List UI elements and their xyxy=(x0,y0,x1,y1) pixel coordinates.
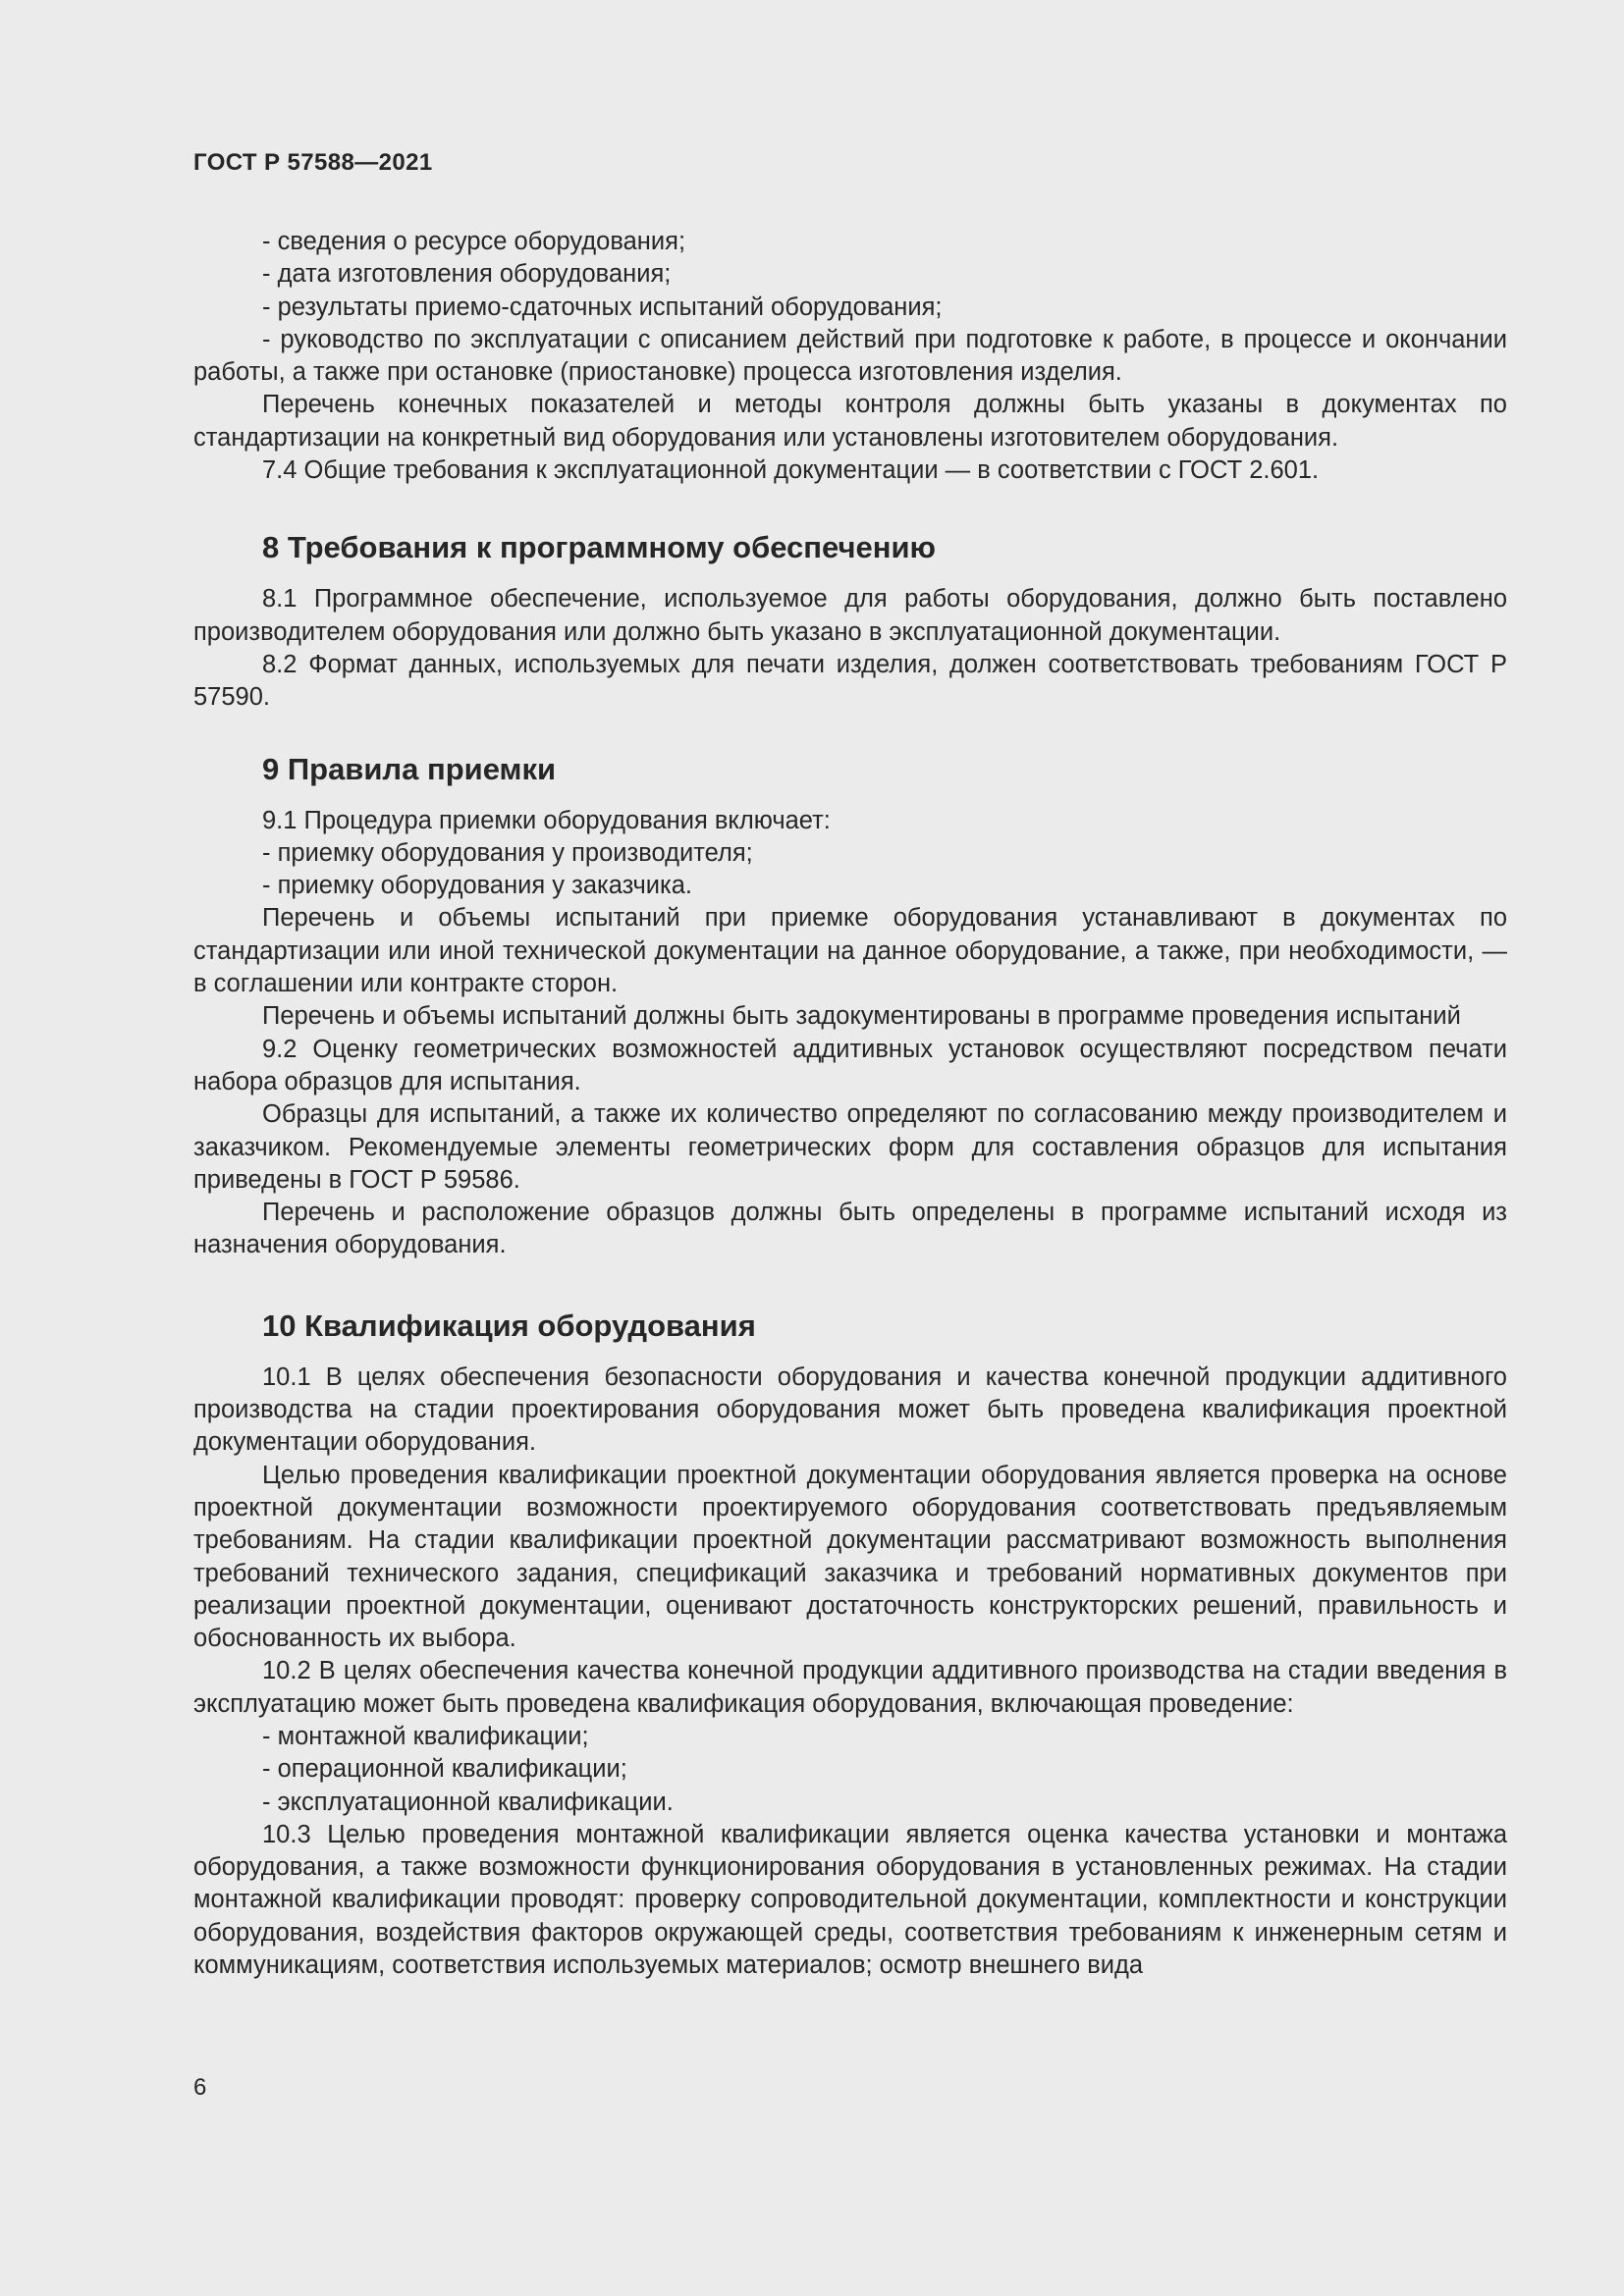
list-item: - эксплуатационной квалификации. xyxy=(262,1788,674,1816)
list-item: - результаты приемо-сдаточных испытаний оборудования; xyxy=(262,293,943,321)
paragraph: 10.3 Целью проведения монтажной квалификации является оценка качества установки и монтажа оборудования, а также возможности функционирования оборудования в установленных режимах. На стадии монтажной квалификации проводят: проверку сопроводительной документации, комплектности и конструкции оборудования, воздействия факторов окружающей среды, соответствия требованиям к инженерным сетям и коммуникациям, соответствия используемых материалов; осмотр внешнего вида xyxy=(193,1820,1507,1980)
list-item: - сведения о ресурсе оборудования; xyxy=(262,228,686,255)
paragraph: 10.2 В целях обеспечения качества конечной продукции аддитивного производства на стадии введения в эксплуатацию может быть проведена квалификация оборудования, включающая проведение: xyxy=(193,1657,1507,1718)
paragraph: Перечень конечных показателей и методы контроля должны быть указаны в документах по стандартизации на конкретный вид оборудования или установлены изготовителем оборудования. xyxy=(193,391,1507,452)
paragraph: 9.1 Процедура приемки оборудования включает: xyxy=(262,806,831,834)
section-10-heading: 10 Квалификация оборудования xyxy=(262,1308,756,1343)
document-code-header: ГОСТ Р 57588—2021 xyxy=(193,149,433,176)
paragraph: Целью проведения квалификации проектной документации оборудования является проверка на основе проектной документации возможности проектируемого оборудования соответствовать предъявляемым требованиям. На стадии квалификации проектной документации рассматривают возможность выполнения требований технического задания, спецификаций заказчика и требований нормативных документов при реализации проектной документации, оценивают достаточность конструкторских решений, правильность и обоснованность их выбора. xyxy=(193,1461,1507,1653)
list-item: - руководство по эксплуатации с описанием действий при подготовке к работе, в процессе и окончании работы, а также при остановке (приостановке) процесса изготовления изделия. xyxy=(193,325,1507,387)
list-item: - монтажной квалификации; xyxy=(262,1722,589,1750)
list-item: - дата изготовления оборудования; xyxy=(262,260,672,289)
list-item: - приемку оборудования у производителя; xyxy=(262,838,753,867)
paragraph: 9.2 Оценку геометрических возможностей аддитивных установок осуществляют посредством печати набора образцов для испытания. xyxy=(193,1035,1507,1095)
section-8-heading: 8 Требования к программному обеспечению xyxy=(262,530,936,565)
page-number: 6 xyxy=(193,2074,207,2101)
paragraph: Образцы для испытаний, а также их количество определяют по согласованию между производителем и заказчиком. Рекомендуемые элементы геометрических форм для составления образцов для испытания приведены в ГОСТ Р 59586. xyxy=(193,1100,1507,1194)
paragraph: Перечень и расположение образцов должны быть определены в программе испытаний исходя из назначения оборудования. xyxy=(193,1199,1507,1259)
paragraph: Перечень и объемы испытаний должны быть задокументированы в программе проведения испытаний xyxy=(262,1002,1461,1031)
paragraph: 8.1 Программное обеспечение, используемое для работы оборудования, должно быть поставлено производителем оборудования или должно быть указано в эксплуатационной документации. xyxy=(193,585,1507,646)
list-item: - операционной квалификации; xyxy=(262,1755,627,1784)
paragraph: 8.2 Формат данных, используемых для печати изделия, должен соответствовать требованиям ГОСТ Р 57590. xyxy=(193,650,1507,712)
paragraph: Перечень и объемы испытаний при приемке оборудования устанавливают в документах по стандартизации или иной технической документации на данное оборудование, а также, при необходимости, — в соглашении или контракте сторон. xyxy=(193,904,1507,998)
document-body xyxy=(193,226,1507,1982)
paragraph: 10.1 В целях обеспечения безопасности оборудования и качества конечной продукции аддитивного производства на стадии проектирования оборудования может быть проведена квалификация проектной документации оборудования. xyxy=(193,1362,1507,1457)
paragraph: 7.4 Общие требования к эксплуатационной документации — в соответствии с ГОСТ 2.601. xyxy=(262,456,1320,485)
list-item: - приемку оборудования у заказчика. xyxy=(262,872,692,900)
section-9-heading: 9 Правила приемки xyxy=(262,751,557,786)
